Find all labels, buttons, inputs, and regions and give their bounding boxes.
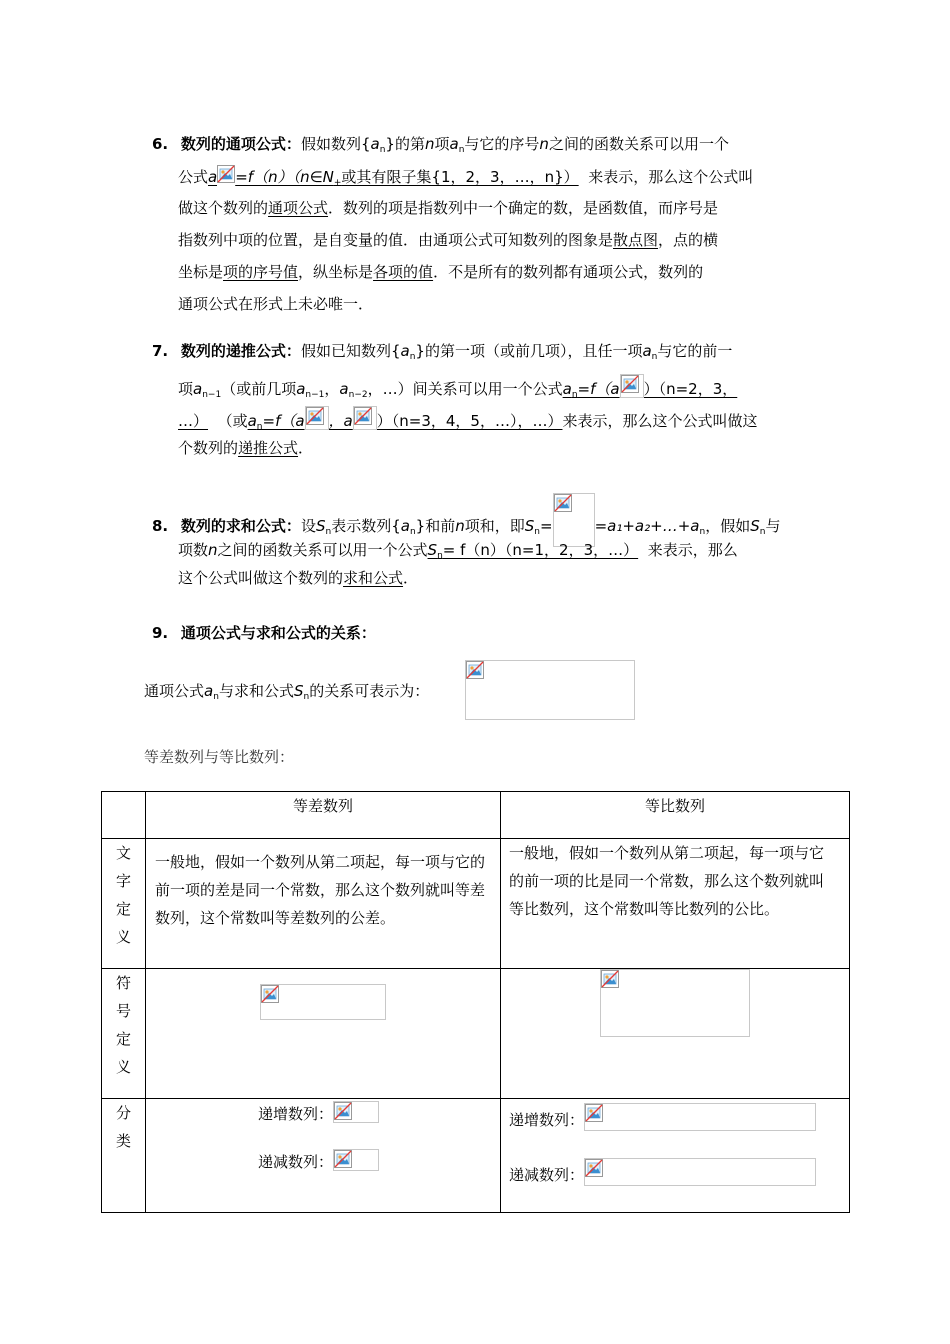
broken-image-icon [600,969,750,1037]
row-label-text-definition: 文 字 定 义 [102,839,146,969]
broken-image-icon [465,660,635,720]
item-number: 9. [152,624,169,642]
broken-image-icon [620,374,644,398]
item-title: 通项公式与求和公式的关系： [180,624,376,642]
blank-answer: 递推公式 [238,439,299,457]
broken-image-icon [305,406,329,430]
comparison-table [101,791,850,1213]
item-title: 数列的递推公式： [180,342,301,360]
decreasing-label: 递减数列： [509,1166,585,1184]
item-title: 数列的求和公式： [180,517,301,535]
column-header-geometric: 等比数列 [501,792,850,839]
blank-answer: 通项公式 [268,199,329,217]
row-label-classification: 分 类 [102,1099,146,1213]
decreasing-label: 递减数列： [258,1153,334,1171]
broken-image-icon [553,493,595,547]
increasing-label: 递增数列： [258,1105,334,1123]
section-heading: 等差数列与等比数列： [144,748,295,766]
row-label-symbol-definition: 符 号 定 义 [102,969,146,1099]
item-number: 7. [152,342,169,360]
blank-answer: 各项的值 [373,263,434,281]
item-number: 6. [152,135,169,153]
broken-image-icon [584,1103,816,1131]
geometric-definition: 一般地，假如一个数列从第二项起，每一项与它的前一项的比是同一个常数，那么这个数列就叫等比数列，这个常数叫等比数列的公比。 [509,844,825,918]
broken-image-icon [260,984,386,1020]
arithmetic-definition: 一般地，假如一个数列从第二项起，每一项与它的前一项的差是同一个常数，那么这个数列就叫等差数列，这个常数叫等差数列的公差。 [155,853,486,927]
column-header-arithmetic: 等差数列 [146,792,501,839]
broken-image-icon [217,165,235,187]
item-title: 数列的通项公式： [180,135,301,153]
blank-answer: 求和公式 [343,569,404,587]
blank-answer: 散点图 [613,231,659,249]
blank-answer: 项的序号值 [223,263,299,281]
broken-image-icon [333,1149,379,1171]
broken-image-icon [353,406,377,430]
broken-image-icon [333,1101,379,1123]
broken-image-icon [584,1158,816,1186]
item-number: 8. [152,517,169,535]
increasing-label: 递增数列： [509,1111,585,1129]
